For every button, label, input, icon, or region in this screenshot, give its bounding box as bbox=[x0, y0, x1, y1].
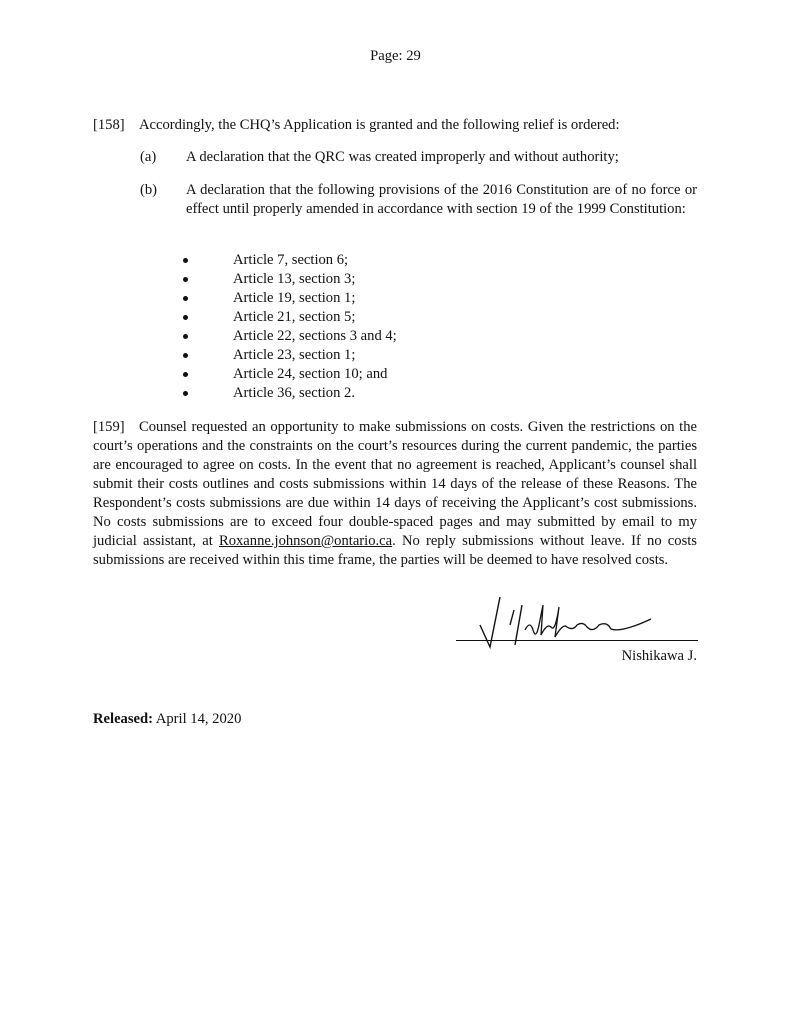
bullet-icon bbox=[183, 353, 188, 358]
item-text: A declaration that the following provisions of the 2016 Constitution are of no force or effect until properly amended in accordance with section 19 of the 1999 Constitution: bbox=[186, 182, 697, 217]
paragraph-text: Counsel requested an opportunity to make submissions on costs. Given the restrictions on the court’s operations and the constraints on the court’s resources during the current pandemic, the parties are encouraged to agree on costs. In the event that no agreement is reached, Applicant’s counsel shall submit their costs outlines and costs submissions within 14 days of the release of these Reasons. The Respondent’s costs submissions are due within 14 days of receiving the Applicant’s cost submissions. No costs submissions are to exceed four double-spaced pages and may submitted by email to my judicial assistant, at bbox=[93, 419, 697, 549]
item-label: (a) bbox=[140, 149, 157, 165]
page-header: Page: 29 bbox=[370, 48, 421, 64]
email-link[interactable]: Roxanne.johnson@ontario.ca bbox=[218, 533, 393, 549]
list-item: Article 24, section 10; and bbox=[180, 365, 397, 384]
list-item: Article 36, section 2. bbox=[180, 384, 397, 403]
paragraph-text: Accordingly, the CHQ’s Application is granted and the following relief is ordered: bbox=[139, 117, 620, 133]
signature-line bbox=[456, 640, 698, 641]
signature-image bbox=[470, 585, 690, 655]
paragraph-158 bbox=[93, 116, 697, 135]
relief-item-b bbox=[140, 181, 697, 219]
bullet-icon bbox=[183, 277, 188, 282]
bullet-icon bbox=[183, 296, 188, 301]
paragraph-text-end: . No reply submissions without leave. If no costs submissions are received within this time frame, the parties will be deemed to have resolved costs. bbox=[93, 533, 697, 568]
list-item: Article 13, section 3; bbox=[180, 270, 397, 289]
relief-item-a bbox=[140, 148, 697, 167]
paragraph-159 bbox=[93, 418, 697, 570]
release-date bbox=[93, 711, 241, 728]
list-item: Article 22, sections 3 and 4; bbox=[180, 327, 397, 346]
list-item: Article 19, section 1; bbox=[180, 289, 397, 308]
bullet-icon bbox=[183, 391, 188, 396]
released-label: Released: bbox=[93, 711, 153, 727]
released-date: April 14, 2020 bbox=[155, 711, 242, 727]
paragraph-number: [158] bbox=[93, 117, 125, 133]
list-item: Article 7, section 6; bbox=[180, 251, 397, 270]
item-text: A declaration that the QRC was created improperly and without authority; bbox=[186, 149, 619, 165]
bullet-icon bbox=[183, 258, 188, 263]
paragraph-number: [159] bbox=[93, 419, 125, 435]
list-item: Article 23, section 1; bbox=[180, 346, 397, 365]
provisions-list bbox=[180, 251, 397, 403]
list-item: Article 21, section 5; bbox=[180, 308, 397, 327]
item-label: (b) bbox=[140, 182, 158, 198]
bullet-icon bbox=[183, 334, 188, 339]
judge-name: Nishikawa J. bbox=[621, 648, 697, 664]
bullet-icon bbox=[183, 315, 188, 320]
bullet-icon bbox=[183, 372, 188, 377]
